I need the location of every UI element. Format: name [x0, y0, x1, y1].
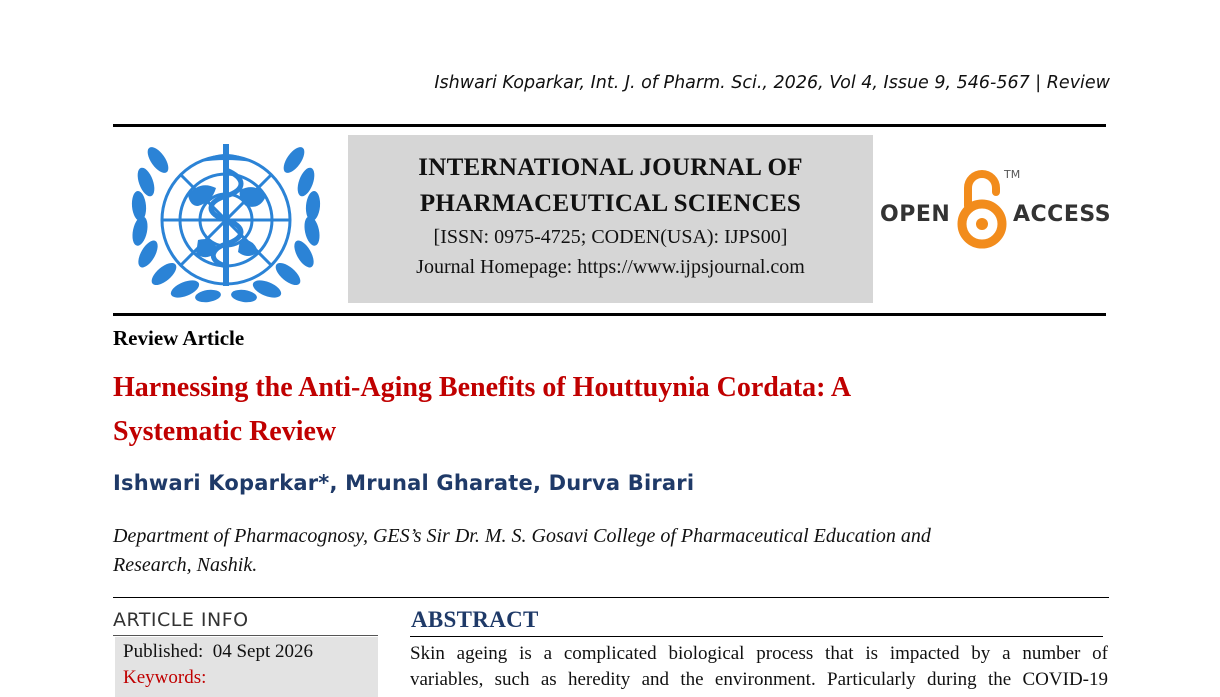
journal-masthead [348, 135, 873, 303]
open-word: OPEN [880, 202, 951, 227]
access-word: ACCESS [1013, 202, 1112, 227]
abstract-rule [410, 636, 1103, 637]
author-list: Ishwari Koparkar*, Mrunal Gharate, Durva Birari [113, 471, 695, 495]
affiliation-line2: Research, Nashik. [113, 554, 258, 576]
affiliation-line1: Department of Pharmacognosy, GES’s Sir Dr. M. S. Gosavi College of Pharmaceutical Education and [113, 525, 931, 547]
published-value: 04 Sept 2026 [212, 641, 314, 662]
journal-homepage[interactable]: Journal Homepage: https://www.ijpsjournal.com [416, 256, 805, 278]
journal-emblem [128, 140, 324, 306]
journal-title-line2: PHARMACEUTICAL SCIENCES [419, 190, 802, 217]
emblem-icon [128, 140, 324, 306]
article-type: Review Article [113, 326, 245, 350]
article-title [113, 366, 993, 454]
open-lock-icon [954, 166, 1010, 250]
open-access-logo [880, 166, 1112, 250]
section-divider [113, 597, 1109, 598]
abstract-line2: variables, such as heredity and the environment. Particularly during the COVID-19 [410, 669, 1108, 690]
masthead-bottom-rule [113, 313, 1106, 316]
author-affiliation [113, 522, 1073, 580]
journal-issn: [ISSN: 0975-4725; CODEN(USA): IJPS00] [433, 226, 788, 248]
article-info-rule [113, 635, 378, 636]
abstract-line1: Skin ageing is a complicated biological process that is impacted by a number of [410, 643, 1108, 664]
published-label: Published: [123, 641, 204, 662]
article-title-line1: Harnessing the Anti-Aging Benefits of Houttuynia Cordata: A [113, 372, 852, 403]
running-header: Ishwari Koparkar, Int. J. of Pharm. Sci., 2026, Vol 4, Issue 9, 546-567 | Review [434, 73, 1110, 93]
top-rule [113, 124, 1106, 127]
abstract-heading: ABSTRACT [411, 607, 539, 632]
keywords-label: Keywords: [123, 667, 207, 688]
article-info-heading: ARTICLE INFO [113, 609, 249, 631]
abstract-text [410, 641, 1108, 693]
journal-title-line1: INTERNATIONAL JOURNAL OF [418, 154, 803, 181]
trademark-mark: TM [1004, 168, 1021, 181]
published-date [123, 641, 313, 663]
article-title-line2: Systematic Review [113, 416, 337, 447]
